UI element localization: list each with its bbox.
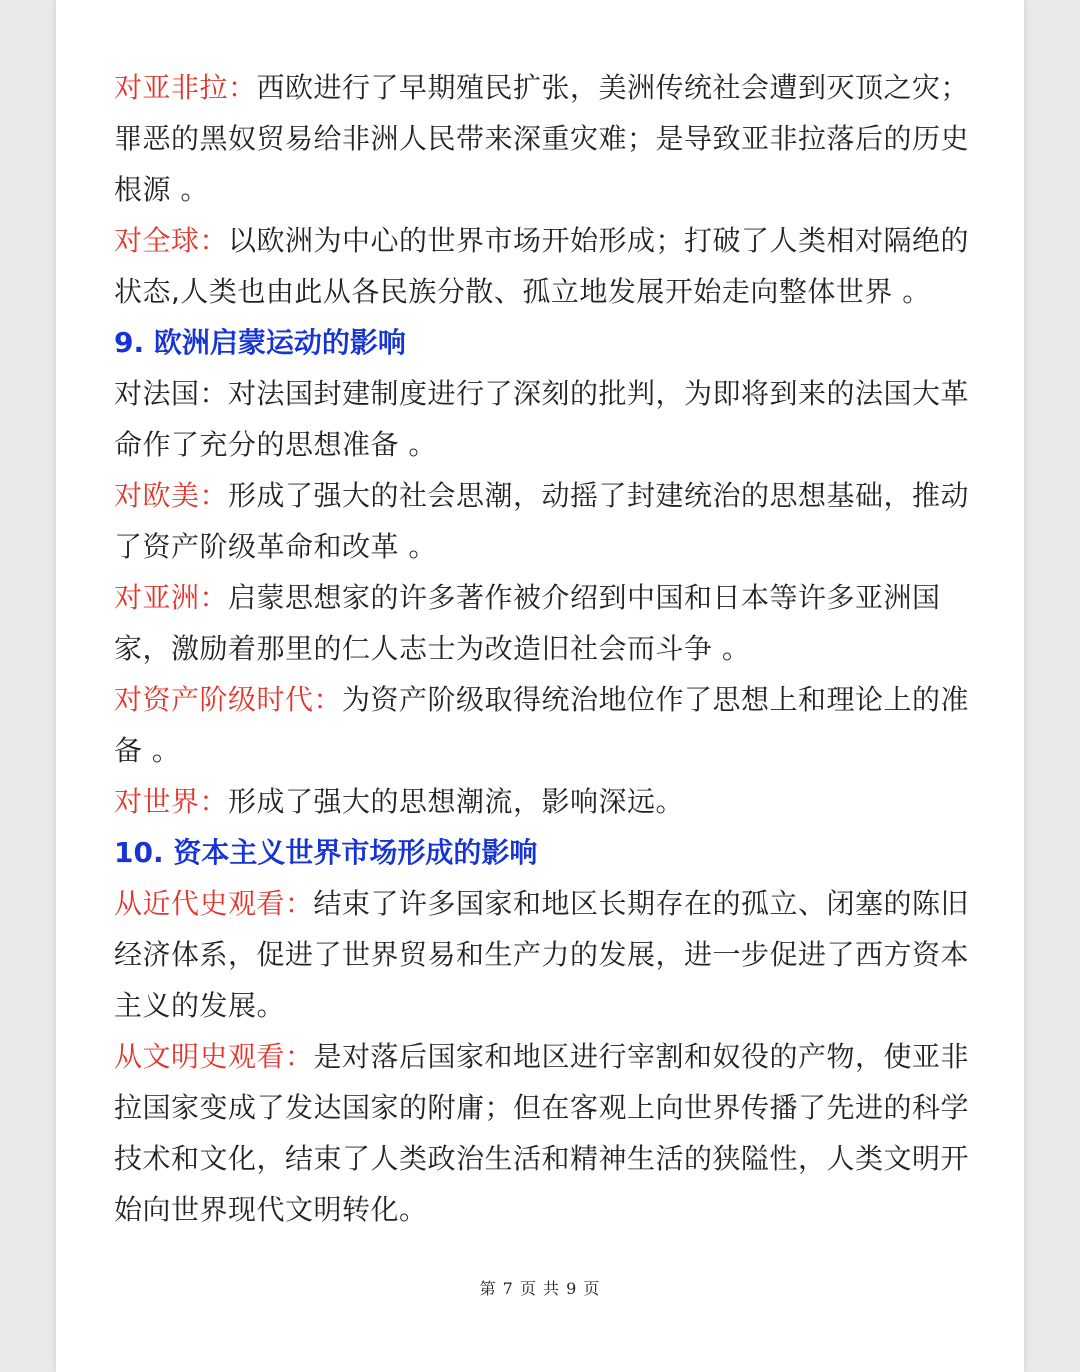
paragraph-text: 以欧洲为中心的世界市场开始形成；打破了人类相对隔绝的状态,人类也由此从各民族分散、孤立地发展开始走向整体世界 。 [114, 224, 970, 308]
paragraph-text: 西欧进行了早期殖民扩张，美洲传统社会遭到灭顶之灾；罪恶的黑奴贸易给非洲人民带来深重灾难；是导致亚非拉落后的历史根源 。 [114, 71, 970, 206]
paragraph-global [114, 215, 974, 317]
paragraph-civilization-history-view [114, 1031, 974, 1235]
page-content [114, 62, 974, 1235]
document-page [56, 0, 1024, 1372]
paragraph-text: 启蒙思想家的许多著作被介绍到中国和日本等许多亚洲国家，激励着那里的仁人志士为改造旧社会而斗争 。 [114, 581, 941, 665]
paragraph-asia-africa-latin [114, 62, 974, 215]
paragraph-text: 为资产阶级取得统治地位作了思想上和理论上的准备 。 [114, 683, 970, 767]
paragraph-france: 对法国：对法国封建制度进行了深刻的批判，为即将到来的法国大革命作了充分的思想准备 。 [114, 377, 970, 461]
paragraph-label: 从近代史观看： [114, 887, 314, 920]
paragraph-label: 对欧美： [114, 479, 229, 512]
paragraph-text: 结束了许多国家和地区长期存在的孤立、闭塞的陈旧经济体系，促进了世界贸易和生产力的发展，进一步促进了西方资本主义的发展。 [114, 887, 970, 1022]
paragraph-label: 对世界： [114, 785, 229, 818]
paragraph-label: 对亚非拉： [114, 71, 257, 104]
paragraph-label: 对全球： [114, 224, 229, 257]
paragraph-label: 对亚洲： [114, 581, 229, 614]
paragraph-asia [114, 572, 974, 674]
paragraph-world [114, 776, 974, 827]
page-number-footer: 第 7 页 共 9 页 [479, 1279, 601, 1298]
paragraph-europe-america [114, 470, 974, 572]
paragraph-label: 对资产阶级时代： [114, 683, 343, 716]
section-heading-10: 10. 资本主义世界市场形成的影响 [114, 836, 538, 869]
paragraph-modern-history-view [114, 878, 974, 1031]
section-heading-9: 9. 欧洲启蒙运动的影响 [114, 326, 406, 359]
paragraph-bourgeois-era [114, 674, 974, 776]
paragraph-text: 形成了强大的思想潮流，影响深远。 [228, 785, 685, 818]
paragraph-label: 从文明史观看： [114, 1040, 314, 1073]
paragraph-text: 是对落后国家和地区进行宰割和奴役的产物，使亚非拉国家变成了发达国家的附庸；但在客观上向世界传播了先进的科学技术和文化，结束了人类政治生活和精神生活的狭隘性，人类文明开始向世界现代文明转化。 [114, 1040, 970, 1226]
paragraph-text: 形成了强大的社会思潮，动摇了封建统治的思想基础，推动了资产阶级革命和改革 。 [114, 479, 970, 563]
